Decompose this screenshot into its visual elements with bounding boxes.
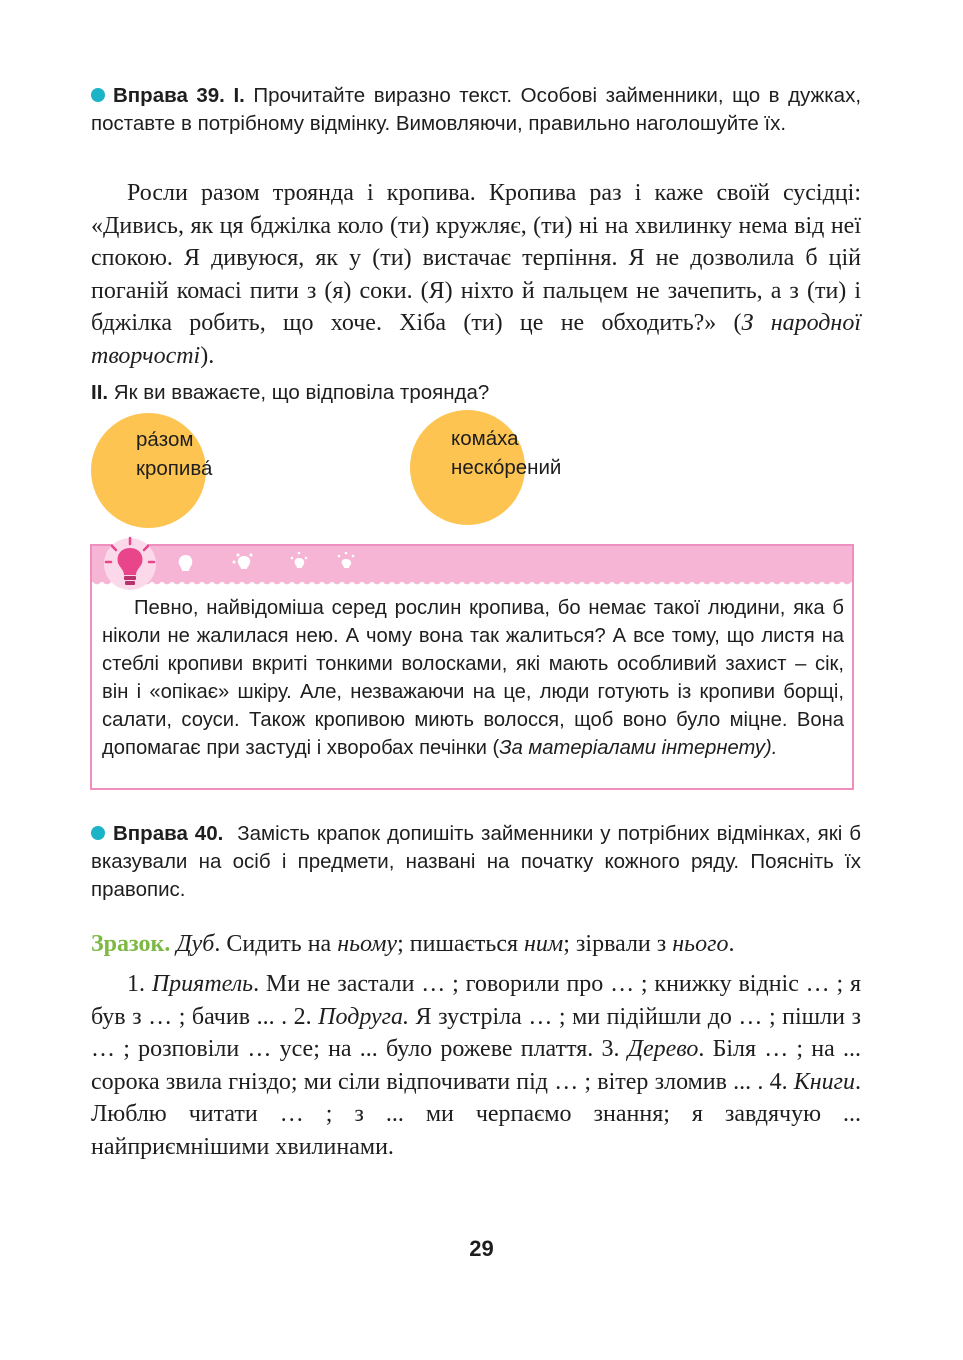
part-2-question: [91, 379, 489, 407]
sample-pronoun: ним: [524, 931, 564, 957]
bullet-icon: [91, 88, 105, 102]
exercise-40-instruction-text: Замість крапок допишіть займенники у потрібних відмінках, які б вказували на осіб і предмети, названі на початку кожного ряду. Поясніть їх правопис.: [91, 822, 861, 901]
part-1-label: I.: [233, 84, 245, 107]
item-text: . Люблю читати … ; з ... ми черпаємо знання; я завдячую ... найприємнішими хвилинами.: [91, 1068, 861, 1160]
item-text: . Біля … ; на ... сорока звила гніздо; ми сіли відпочивати під … ; вітер зломив ... .: [91, 1036, 861, 1095]
decorative-bulbs-icon: [174, 550, 374, 580]
item-word: Дерево: [627, 1036, 699, 1062]
exercise-39-instruction: [91, 82, 861, 138]
exercise-39-instruction-text: Прочитайте виразно текст. Особові займенники, що в дужках, поставте в потрібному відмінку. Вимовляючи, правильно наголошуйте їх.: [91, 84, 862, 135]
exercise-40-instruction: [91, 820, 861, 904]
exercise-39-text: [91, 177, 861, 372]
item-number: 2.: [293, 1003, 319, 1030]
part-2-question-text: Як ви вважаєте, що відповіла троянда?: [113, 381, 490, 404]
sample-line: [91, 928, 861, 960]
accent-word: ра́зом: [136, 428, 194, 451]
accent-words-left: [136, 426, 212, 483]
bullet-icon: [91, 826, 105, 840]
sample-text: ; пишається: [397, 931, 525, 957]
page-number: 29: [469, 1236, 494, 1261]
lightbulb-icon: [98, 534, 162, 594]
item-word: Приятель: [151, 971, 254, 997]
accent-word: кропива́: [136, 456, 213, 480]
exercise-40-title: Вправа 40.: [113, 822, 224, 845]
item-number: 4.: [769, 1068, 794, 1095]
exercise-39-title: Вправа 39.: [113, 84, 225, 107]
info-box: [90, 544, 854, 790]
accent-word: нескóрений: [451, 455, 562, 479]
sample-text: .: [728, 931, 735, 957]
story-text: Росли разом троянда і кропива. Кропива раз і каже своїй сусідці: «Дивись, як ця бджілка коло (ти) кружляє, (ти) ні на хвилинку нема від неї спокою. Я дивуюся, як у (ти) вистачає терпіння. Я не дозволила б цій поганій комасі пити з (я) соки. (Я) ніхто й пальцем не зачепить, а з (ти) і бджілка робить, що хоче. Хіба (ти) це не обходить?» (: [91, 180, 861, 336]
exercise-40-items: [91, 968, 861, 1163]
sample-text: . Сидить на: [214, 931, 338, 957]
item-number: 1.: [127, 971, 152, 997]
sample-label: Зразок.: [91, 931, 171, 957]
info-source: За матеріалами інтернету).: [499, 737, 778, 759]
item-word: Подруга.: [318, 1003, 410, 1030]
sample-word: Дуб: [176, 931, 215, 957]
story-source: З народної творчості: [91, 310, 861, 369]
info-text: Певно, найвідоміша серед рослин кропива, бо немає такої людини, яка б ніколи не жалилася нею. А чому вона так жалиться? А все тому, що листя на стеблі кропиви вкриті тонкими волосками, які мають особливий захист – сік, він і «опікає» шкіру. Але, незважаючи на це, люди готують із кропиви борщі, салати, соуси. Також кропивою миють волосся, щоб воно було міцне. Вона допомагає при застуді і хворобах печінки (: [102, 597, 844, 759]
accent-word: кома́ха: [451, 427, 519, 450]
info-box-text: [102, 594, 844, 762]
item-text: Я зустріла … ; ми підійшли до … ; пішли з … ; розповіли … усе; на ... було рожеве плаття.: [91, 1003, 861, 1062]
accent-words-right: [451, 425, 561, 482]
story-end: ).: [200, 342, 215, 369]
sample-pronoun: нього: [672, 931, 729, 957]
item-text: . Ми не застали … ; говорили про … ; книжку відніс … ; я був з … ; бачив ... .: [91, 971, 862, 1030]
sample-pronoun: ньому: [337, 931, 398, 957]
sample-text: ; зірвали з: [563, 931, 673, 957]
item-word: Книги: [793, 1068, 855, 1095]
item-number: 3.: [601, 1036, 628, 1062]
part-2-label: II.: [91, 381, 109, 404]
scallop-border: [92, 580, 852, 588]
